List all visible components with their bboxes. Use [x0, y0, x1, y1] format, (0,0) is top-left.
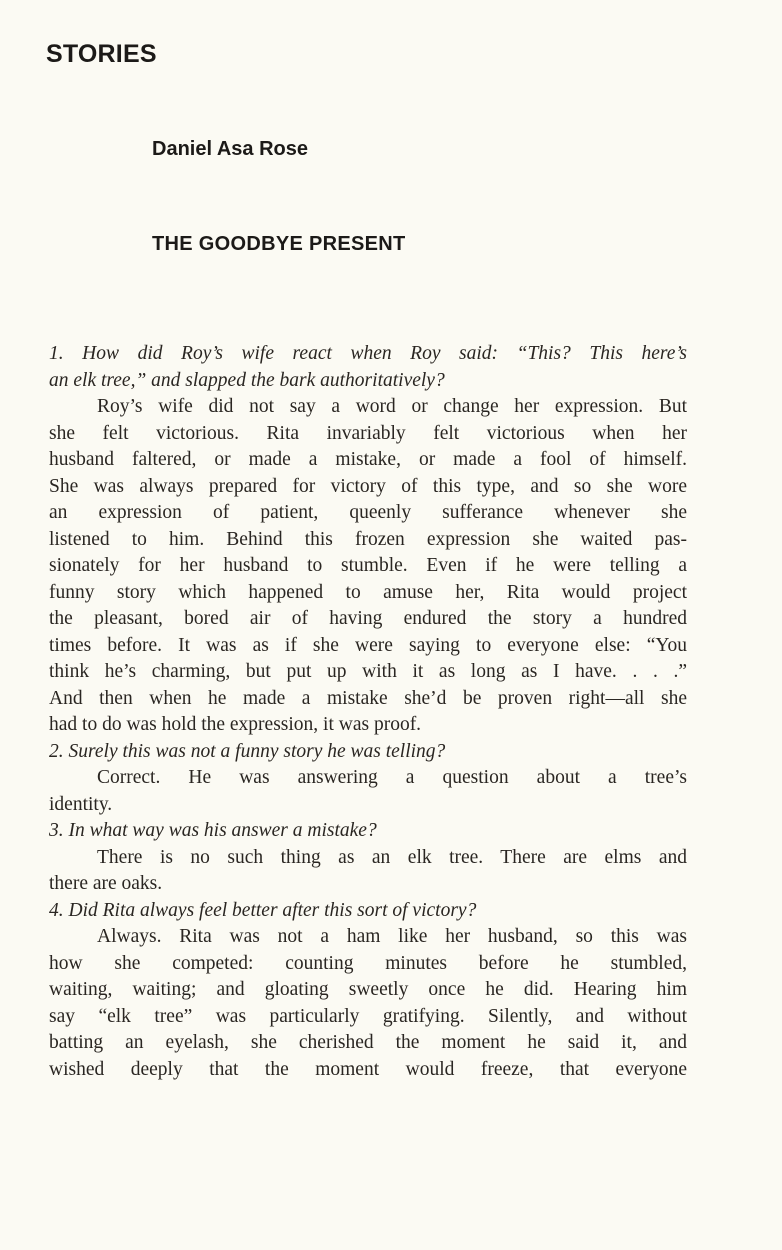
text-line: Always. Rita was not a ham like her husband, so this was: [97, 926, 687, 947]
text-line: sionately for her husband to stumble. Even if he were telling a: [49, 555, 687, 576]
text-line: the pleasant, bored air of having endured the story a hundred: [49, 608, 687, 629]
question-line: 4. Did Rita always feel better after this sort of victory?: [49, 899, 477, 921]
text-line: there are oaks.: [49, 873, 163, 894]
text-line: There is no such thing as an elk tree. There are elms and: [97, 846, 687, 868]
author-name: Daniel Asa Rose: [152, 138, 308, 160]
text-line: identity.: [49, 793, 113, 815]
text-line: say “elk tree” was particularly gratifying. Silently, and without: [49, 1005, 687, 1027]
text-line: husband faltered, or made a mistake, or made a fool of himself.: [49, 449, 687, 470]
text-line: had to do was hold the expression, it was proof.: [49, 714, 422, 735]
text-line: think he’s charming, but put up with it as long as I have. . . .”: [49, 661, 687, 682]
text-line: Roy’s wife did not say a word or change her expression. But: [97, 396, 687, 417]
question-line: 3. In what way was his answer a mistake?: [49, 820, 377, 841]
question-line: an elk tree,” and slapped the bark authoritatively?: [49, 369, 445, 391]
text-line: Correct. He was answering a question about a tree’s: [97, 767, 687, 788]
story-title: THE GOODBYE PRESENT: [152, 233, 406, 255]
section-heading: STORIES: [46, 40, 157, 68]
text-line: she felt victorious. Rita invariably felt victorious when her: [49, 422, 687, 444]
question-line: 1. How did Roy’s wife react when Roy said: “This? This here’s: [49, 343, 687, 364]
text-line: And then when he made a mistake she’d be proven right—all she: [49, 687, 687, 709]
text-line: times before. It was as if she were saying to everyone else: “You: [49, 634, 687, 656]
text-line: how she competed: counting minutes before he stumbled,: [49, 952, 687, 974]
story-body: [49, 341, 687, 1083]
text-line: an expression of patient, queenly sufferance whenever she: [49, 502, 687, 523]
text-line: wished deeply that the moment would freeze, that everyone: [49, 1058, 687, 1080]
text-line: listened to him. Behind this frozen expression she waited pas-: [49, 528, 687, 550]
text-line: funny story which happened to amuse her, Rita would project: [49, 581, 687, 603]
question-line: 2. Surely this was not a funny story he was telling?: [49, 740, 446, 762]
text-line: waiting, waiting; and gloating sweetly once he did. Hearing him: [49, 979, 687, 1000]
text-line: She was always prepared for victory of this type, and so she wore: [49, 475, 687, 497]
text-line: batting an eyelash, she cherished the moment he said it, and: [49, 1032, 687, 1053]
